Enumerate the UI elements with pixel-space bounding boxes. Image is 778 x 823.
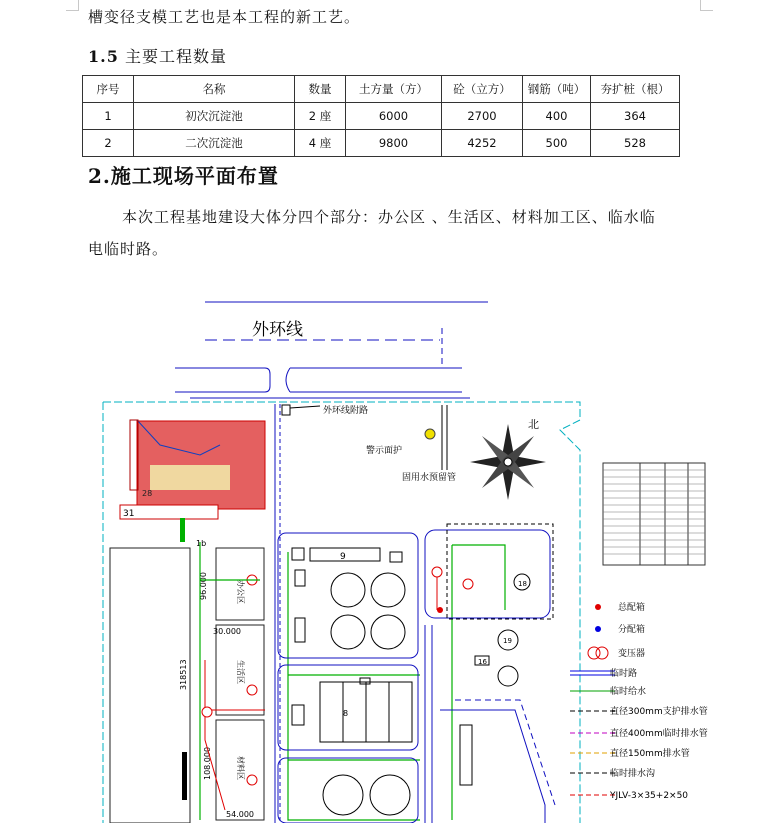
- secondary-zone: [278, 665, 418, 823]
- legend-label: 变压器: [618, 649, 646, 659]
- outer-ring-road: [175, 302, 488, 392]
- block-8-label: 8: [343, 709, 349, 718]
- legend-label: 直径400mm临时排水管: [610, 729, 708, 739]
- page-corner-mark-left: [66, 0, 79, 11]
- block-18-label: 18: [518, 580, 527, 588]
- legend-item: [595, 623, 645, 635]
- primary-clarifier-zone: [278, 533, 418, 658]
- table-cell: 4252: [442, 130, 523, 157]
- block-31-label: 31: [123, 509, 135, 519]
- legend-symbol: [595, 604, 601, 610]
- north-arrow-icon: [470, 418, 546, 500]
- table-cell: 2 座: [295, 103, 346, 130]
- table-header: 序号: [83, 76, 134, 103]
- table-header: 钢筋（吨）: [523, 76, 591, 103]
- table-cell: 2: [83, 130, 134, 157]
- legend-label: 直径300mm支护排水管: [610, 707, 708, 717]
- table-cell: 4 座: [295, 130, 346, 157]
- north-label: 北: [528, 418, 539, 431]
- legend-item: [588, 647, 645, 659]
- block-19-label: 19: [503, 637, 512, 645]
- table-header-row: [83, 76, 680, 103]
- dim-318-label: 318513: [179, 659, 188, 690]
- table-header: 数量: [295, 76, 346, 103]
- page-corner-mark-right: [700, 0, 713, 11]
- site-plan-drawing: [0, 280, 778, 823]
- drawing-info-table: [603, 463, 705, 565]
- road-label: 外环线: [252, 320, 303, 340]
- temp-road-label: 外环线附路: [323, 406, 369, 416]
- warning-light-label: 警示面护: [366, 446, 403, 456]
- legend-item: [570, 747, 690, 759]
- room-a-label: 办公区: [236, 580, 245, 604]
- table-header: 夯扩桩（根）: [591, 76, 680, 103]
- table-cell: 1: [83, 103, 134, 130]
- room-c-label: 材料区: [236, 756, 245, 780]
- table-cell: 500: [523, 130, 591, 157]
- block-1b-label: 1b: [196, 539, 207, 548]
- legend-item: [595, 601, 645, 613]
- dim-30-label: 30.000: [213, 627, 241, 636]
- table-header: 名称: [134, 76, 295, 103]
- table-header: 土方量（方）: [346, 76, 442, 103]
- legend-symbol: [570, 671, 615, 675]
- block-16-label: 16: [478, 658, 487, 666]
- section-number: 1.5: [88, 47, 119, 66]
- left-buildings: [110, 539, 264, 823]
- legend-label: 分配箱: [618, 625, 646, 635]
- table-cell: 364: [591, 103, 680, 130]
- dim-96-label: 96.000: [199, 572, 208, 600]
- table-cell: 9800: [346, 130, 442, 157]
- table-header: 砼（立方）: [442, 76, 523, 103]
- paragraph-layout-b: 电临时路。: [88, 240, 169, 258]
- water-meter-label: 固用水预留管: [402, 473, 457, 483]
- section-heading-2: 2.施工现场平面布置: [88, 164, 279, 188]
- warning-light-icon: [425, 429, 435, 439]
- legend-label: 临时路: [610, 669, 638, 679]
- legend-item: [570, 727, 708, 739]
- legend-label: 临时给水: [610, 687, 647, 697]
- section-title: 主要工程数量: [124, 47, 227, 66]
- right-zone: [425, 524, 555, 823]
- legend-item: [570, 767, 655, 779]
- dim-54-label: 54.000: [226, 810, 254, 819]
- block-28-label: 28: [142, 489, 153, 498]
- legend-symbol: [588, 647, 608, 659]
- plan-legend: [570, 601, 708, 801]
- legend-symbol: [595, 626, 601, 632]
- quantities-table: [82, 75, 680, 157]
- legend-label: 直径150mm排水管: [610, 749, 690, 759]
- paragraph-top: 槽变径支模工艺也是本工程的新工艺。: [88, 8, 361, 26]
- legend-label: 临时排水沟: [610, 769, 656, 779]
- table-row: [83, 130, 680, 157]
- table-cell: 初次沉淀池: [134, 103, 295, 130]
- legend-item: [570, 705, 708, 717]
- block-9-label: 9: [340, 552, 346, 562]
- table-cell: 528: [591, 130, 680, 157]
- table-cell: 2700: [442, 103, 523, 130]
- table-cell: 二次沉淀池: [134, 130, 295, 157]
- table-cell: 400: [523, 103, 591, 130]
- legend-item: [570, 791, 688, 801]
- office-block: [120, 420, 265, 542]
- legend-label: YJLV-3×35+2×50: [610, 791, 689, 801]
- legend-label: 总配箱: [618, 603, 646, 613]
- dim-108-label: 108.000: [203, 746, 212, 780]
- table-cell: 6000: [346, 103, 442, 130]
- paragraph-layout-a: 本次工程基地建设大体分四个部分：办公区 、生活区、材料加工区、临水临: [122, 208, 656, 226]
- legend-item: [570, 685, 646, 697]
- section-heading-1-5: [88, 44, 227, 67]
- table-row: [83, 103, 680, 130]
- room-b-label: 生活区: [236, 660, 245, 684]
